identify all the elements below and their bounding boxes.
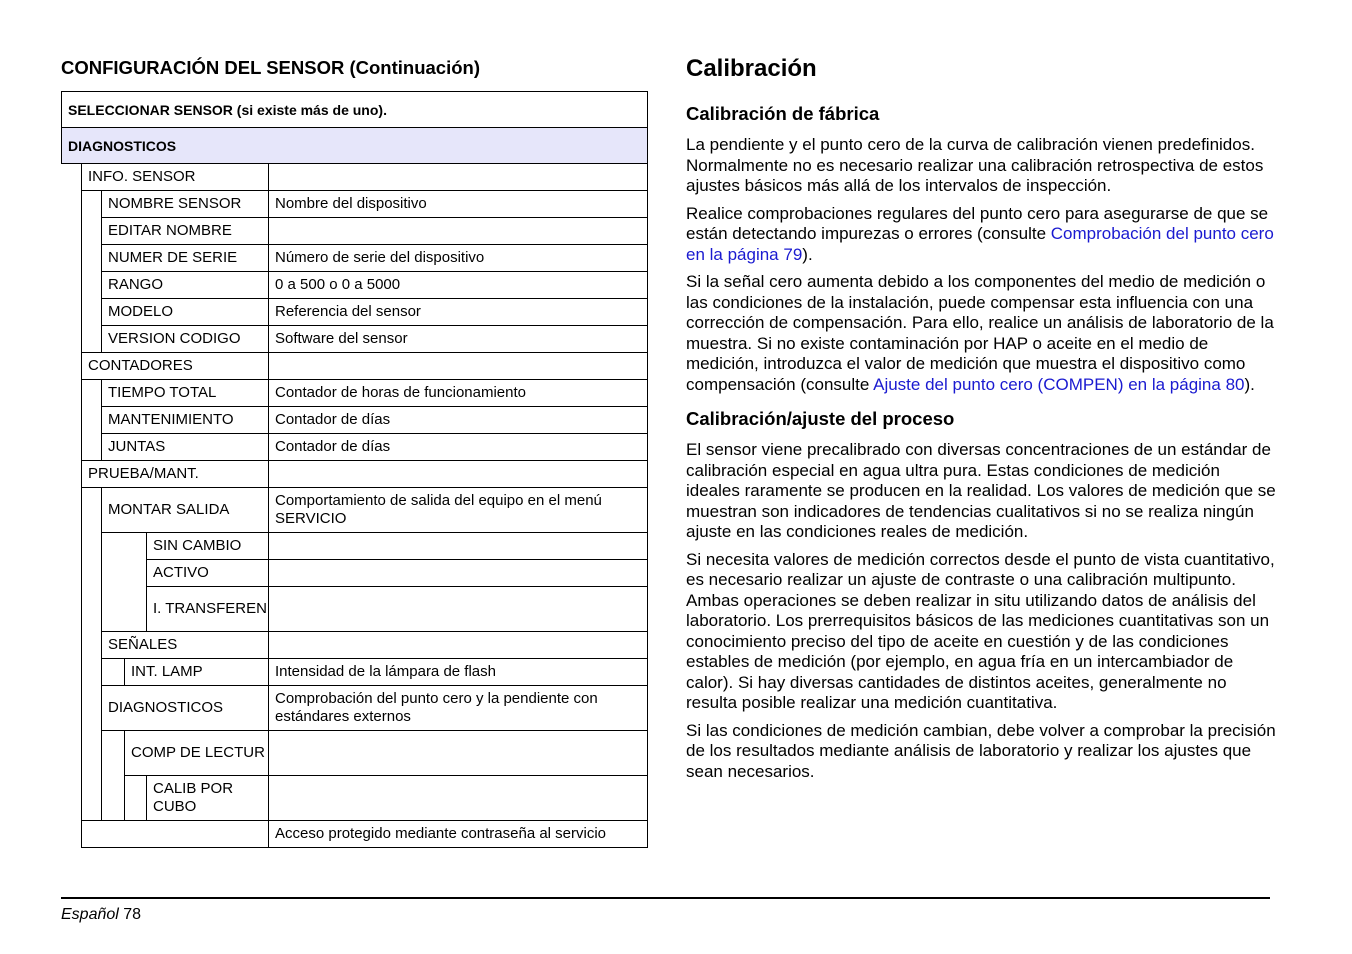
menu-label: EDITAR NOMBRE (102, 218, 269, 245)
menu-desc: Referencia del sensor (269, 299, 648, 326)
footer-language: Español (61, 906, 119, 923)
paragraph: La pendiente y el punto cero de la curva de calibración vienen predefinidos. Normalmente no es necesario realizar una calibración retrospectiva de estos ajustes básicos más allá de los intervalos de inspección. (686, 135, 1264, 195)
paragraph: Si necesita valores de medición correctos desde el punto de vista cuantitativo, es necesario realizar un ajuste de contraste o una calibración multipunto. Ambas operaciones se deben realizar in situ utilizando datos de análisis del laboratorio. Los prerrequisitos básicos de las mediciones cuantitativas son un conocimiento preciso del tipo de aceite en cuestión y de las condiciones estables de medición (por ejemplo, en agua fría en un intercambiador de calor). Si hay diversas cantidades de distintos aceites, generalmente no resulta posible realizar una medición cuantitativa. (686, 549, 1275, 712)
table-row (62, 272, 648, 299)
table-row (62, 659, 648, 686)
menu-label: SIN CAMBIO (147, 533, 269, 560)
page-footer (61, 906, 141, 924)
footer-divider (61, 897, 1270, 899)
subsection-heading: Calibración/ajuste del proceso (686, 408, 955, 429)
table-row (62, 218, 648, 245)
table-row (62, 731, 648, 776)
table-row (62, 380, 648, 407)
menu-desc: Intensidad de la lámpara de flash (269, 659, 648, 686)
table-row (62, 686, 648, 731)
menu-desc: Nombre del dispositivo (269, 191, 648, 218)
menu-label: I. TRANSFEREN (147, 587, 269, 632)
table-row (62, 587, 648, 632)
table-row (62, 461, 648, 488)
menu-label: RANGO (102, 272, 269, 299)
table-row (62, 632, 648, 659)
menu-desc: 0 a 500 o 0 a 5000 (269, 272, 648, 299)
menu-desc (269, 731, 648, 776)
header-diagnosticos: DIAGNOSTICOS (62, 128, 648, 164)
menu-label: INT. LAMP (125, 659, 269, 686)
table-row (62, 164, 648, 191)
table-row (62, 434, 648, 461)
page-number: 78 (123, 906, 142, 923)
menu-label: COMP DE LECTUR (125, 731, 269, 776)
paragraph: Si las condiciones de medición cambian, debe volver a comprobar la precisión de los resultados mediante análisis de laboratorio y realizar los ajustes que sean necesarios. (686, 720, 1276, 781)
menu-desc: Acceso protegido mediante contraseña al servicio (269, 821, 648, 848)
menu-desc (269, 218, 648, 245)
paragraph-text: ). (802, 244, 813, 264)
table-row (62, 299, 648, 326)
menu-label: VERSION CODIGO (102, 326, 269, 353)
menu-desc (269, 533, 648, 560)
menu-label: JUNTAS (102, 434, 269, 461)
paragraph-text: ). (1244, 374, 1255, 394)
menu-label: TIEMPO TOTAL (102, 380, 269, 407)
paragraph-text: Si la señal cero aumenta debido a los componentes del medio de medición o las condiciones de la instalación, puede compensar esta influencia con una corrección de compensación. Para ello, realice un análisis de laboratorio de la muestra. Si no existe contaminación por HAP o aceite en el medio de medición, introduzca el valor de medición que muestra el dispositivo como compensación (consulte (686, 272, 1274, 394)
paragraph (686, 272, 1276, 395)
menu-desc (269, 461, 648, 488)
table-row (62, 191, 648, 218)
menu-label: ACTIVO (147, 560, 269, 587)
table-row (62, 533, 648, 560)
menu-label: CALIB POR CUBO (147, 776, 269, 821)
menu-label: SEÑALES (102, 632, 269, 659)
menu-desc (269, 560, 648, 587)
paragraph: El sensor viene precalibrado con diversas concentraciones de un estándar de calibración especial en agua ultra pura. Estas condiciones de medición ideales raramente se producen en la realidad. Los valores de medición que se muestran son indicadores de tendencias cualitativos si no se realiza ningún ajuste en las condiciones reales de medición. (686, 440, 1276, 541)
table-row (62, 407, 648, 434)
table-row (62, 560, 648, 587)
table-header-row (62, 128, 648, 164)
menu-label: PRUEBA/MANT. (82, 461, 269, 488)
table-row (62, 245, 648, 272)
menu-desc: Comprobación del punto cero y la pendiente con estándares externos (269, 686, 648, 731)
subsection-heading: Calibración de fábrica (686, 103, 880, 124)
menu-label (82, 821, 269, 848)
menu-label: MONTAR SALIDA (102, 488, 269, 533)
menu-desc: Contador de días (269, 407, 648, 434)
paragraph (686, 204, 1276, 266)
table-row (62, 776, 648, 821)
menu-label: MANTENIMIENTO (102, 407, 269, 434)
table-row (62, 488, 648, 533)
menu-desc: Contador de horas de funcionamiento (269, 380, 648, 407)
menu-desc (269, 164, 648, 191)
table-row (62, 353, 648, 380)
cross-reference-link[interactable]: Ajuste del punto cero (COMPEN) en la página 80 (873, 374, 1245, 394)
menu-label: NOMBRE SENSOR (102, 191, 269, 218)
table-row (62, 326, 648, 353)
menu-label: INFO. SENSOR (82, 164, 269, 191)
menu-desc: Número de serie del dispositivo (269, 245, 648, 272)
menu-desc (269, 353, 648, 380)
section-heading: CONFIGURACIÓN DEL SENSOR (Continuación) (61, 57, 480, 78)
menu-desc (269, 587, 648, 632)
menu-label: NUMER DE SERIE (102, 245, 269, 272)
page-title: Calibración (686, 55, 817, 82)
menu-desc (269, 632, 648, 659)
menu-table (61, 91, 648, 848)
menu-label: MODELO (102, 299, 269, 326)
menu-desc: Software del sensor (269, 326, 648, 353)
cross-reference-link[interactable]: Comprobación del punto cero en la página 79 (686, 224, 1274, 264)
menu-desc (269, 776, 648, 821)
menu-label: CONTADORES (82, 353, 269, 380)
header-select-sensor: SELECCIONAR SENSOR (si existe más de uno). (62, 92, 648, 128)
right-column (686, 54, 1276, 789)
paragraph-text: Realice comprobaciones regulares del punto cero para asegurarse de que se están detectando impurezas o errores (consulte (686, 203, 1269, 243)
table-row (62, 821, 648, 848)
menu-desc: Contador de días (269, 434, 648, 461)
table-header-row (62, 92, 648, 128)
menu-label: DIAGNOSTICOS (102, 686, 269, 731)
menu-desc: Comportamiento de salida del equipo en el menú SERVICIO (269, 488, 648, 533)
